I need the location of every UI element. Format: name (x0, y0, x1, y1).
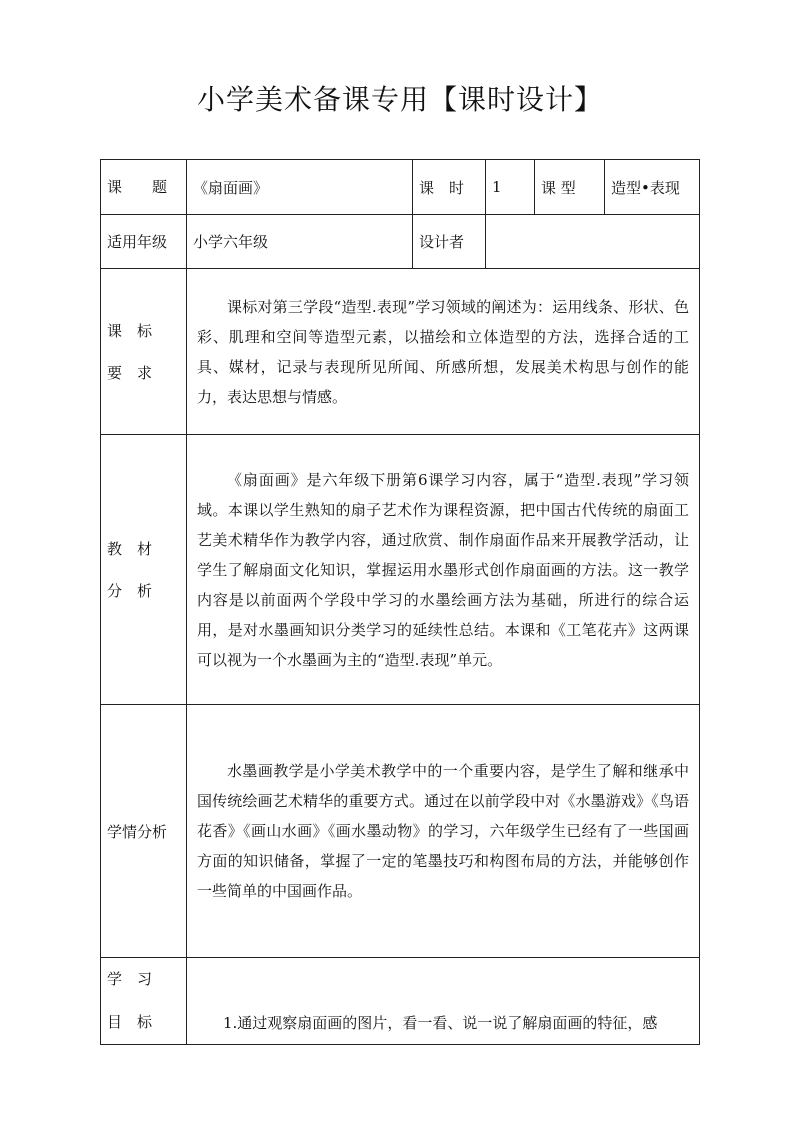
designer-value (486, 215, 700, 269)
goals-first-item: 1.通过观察扇面画的图片，看一看、说一说了解扇面画的特征，感 (223, 1014, 658, 1032)
type-value: 造型•表现 (605, 160, 700, 215)
students-text: 水墨画教学是小学美术教学中的一个重要内容，是学生了解和继承中国传统绘画艺术精华的重要方式。通过在以前学段中对《水墨游戏》《鸟语花香》《画山水画》《画水墨动物》的学习，六年级学生已经有了一些国画方面的知识储备，掌握了一定的笔墨技巧和构图布局的方法，并能够创作一些简单的中国画作品。 (197, 762, 689, 900)
hours-label: 课 时 (413, 160, 486, 215)
topic-value: 《扇面画》 (187, 160, 413, 215)
lesson-plan-table (100, 159, 700, 1045)
page-title: 小学美术备课专用【课时设计】 (196, 83, 603, 116)
students-label: 学情分析 (101, 705, 187, 958)
standards-cell (187, 269, 700, 435)
hours-value: 1 (486, 160, 535, 215)
material-label: 教 材 分 析 (101, 435, 187, 705)
topic-label: 课 题 (101, 160, 187, 215)
standards-text: 课标对第三学段“造型.表现”学习领域的阐述为：运用线条、形状、色彩、肌理和空间等造型元素，以描绘和立体造型的方法，选择合适的工具、媒材，记录与表现所见所闻、所感所想，发展美术构思与创作的能力，表达思想与情感。 (197, 297, 689, 406)
material-text: 《扇面画》是六年级下册第6课学习内容，属于“造型.表现”学习领域。本课以学生熟知的扇子艺术作为课程资源，把中国古代传统的扇面工艺美术精华作为教学内容，通过欣赏、制作扇面作品来开展教学活动，让学生了解扇面文化知识，掌握运用水墨形式创作扇面画的方法。这一教学内容是以前面两个学段中学习的水墨绘画方法为基础，所进行的综合运用，是对水墨画知识分类学习的延续性总结。本课和《工笔花卉》这两课可以视为一个水墨画为主的“造型.表现”单元。 (197, 470, 689, 669)
designer-label: 设计者 (413, 215, 486, 269)
material-row (101, 435, 700, 705)
header-row (101, 160, 700, 215)
standards-label: 课 标 要 求 (101, 269, 187, 435)
material-cell (187, 435, 700, 705)
grade-row (101, 215, 700, 269)
type-label: 课 型 (535, 160, 605, 215)
grade-value: 小学六年级 (187, 215, 413, 269)
goals-row (101, 958, 700, 1045)
goals-label: 学 习 目 标 (101, 958, 187, 1045)
goals-cell (187, 958, 700, 1045)
students-row (101, 705, 700, 958)
grade-label: 适用年级 (101, 215, 187, 269)
students-cell (187, 705, 700, 958)
standards-row (101, 269, 700, 435)
